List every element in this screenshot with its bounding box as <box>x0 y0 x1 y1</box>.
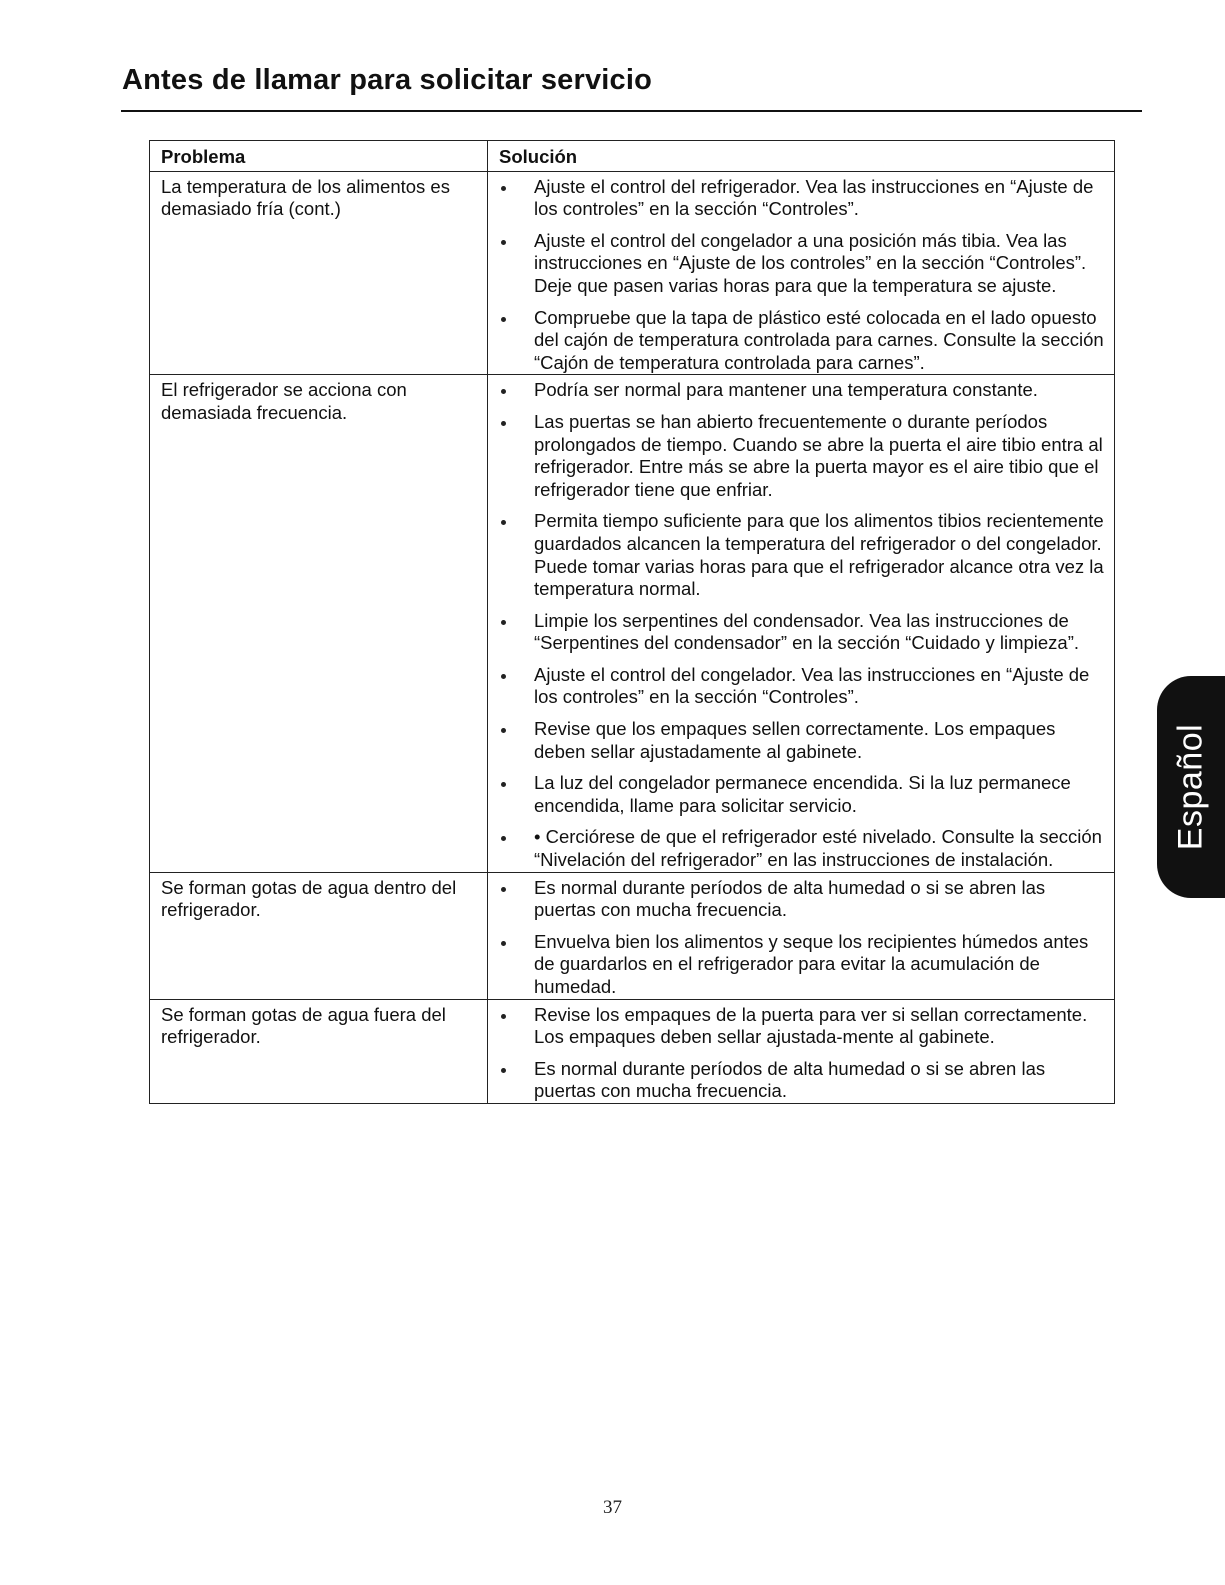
bullet-icon <box>501 240 506 245</box>
problem-cell: Se forman gotas de agua fuera del refrigerador. <box>150 999 488 1103</box>
bullet-icon <box>501 782 506 787</box>
solution-cell <box>488 375 1115 872</box>
troubleshooting-table <box>149 140 1115 1104</box>
solution-item <box>500 610 1106 655</box>
page-title: Antes de llamar para solicitar servicio <box>122 64 653 96</box>
solution-item <box>500 176 1106 221</box>
solution-text: Revise que los empaques sellen correctamente. Los empaques deben sellar ajustadamente al gabinete. <box>534 718 1056 762</box>
table-row <box>150 171 1115 375</box>
solution-item <box>500 379 1106 402</box>
solution-item <box>500 1058 1106 1103</box>
bullet-icon <box>501 1014 506 1019</box>
table-row <box>150 999 1115 1103</box>
problem-cell: Se forman gotas de agua dentro del refrigerador. <box>150 872 488 999</box>
bullet-icon <box>501 941 506 946</box>
solution-text: Podría ser normal para mantener una temperatura constante. <box>534 379 1038 401</box>
solution-item <box>500 510 1106 600</box>
bullet-icon <box>501 520 506 525</box>
bullet-icon <box>501 887 506 892</box>
solution-list <box>500 1004 1106 1103</box>
solution-item <box>500 307 1106 375</box>
solution-item <box>500 1004 1106 1049</box>
bullet-icon <box>501 836 506 841</box>
solution-item <box>500 826 1106 871</box>
solution-list <box>500 379 1106 871</box>
solution-text: Ajuste el control del congelador. Vea las instrucciones en “Ajuste de los controles” en la sección “Controles”. <box>534 663 1090 708</box>
table-row <box>150 375 1115 872</box>
bullet-icon <box>501 620 506 625</box>
problem-cell: El refrigerador se acciona con demasiada frecuencia. <box>150 375 488 872</box>
solution-text: La luz del congelador permanece encendida. Si la luz permanece encendida, llame para solicitar servicio. <box>534 772 1071 816</box>
problem-cell: La temperatura de los alimentos es demasiado fría (cont.) <box>150 171 488 375</box>
solution-item <box>500 772 1106 817</box>
solution-list <box>500 176 1106 375</box>
header-solution: Solución <box>488 141 1115 172</box>
bullet-icon <box>501 674 506 679</box>
table-row <box>150 872 1115 999</box>
page-number: 37 <box>603 1497 622 1518</box>
solution-text: Ajuste el control del refrigerador. Vea las instrucciones en “Ajuste de los controles” en la sección “Controles”. <box>534 175 1094 220</box>
solution-item <box>500 230 1106 298</box>
solution-text: Ajuste el control del congelador a una posición más tibia. Vea las instrucciones en “Ajuste de los controles” en la sección “Controles”. Deje que pasen varias horas para que la temperatura se ajuste. <box>534 229 1087 296</box>
bullet-icon <box>501 186 506 191</box>
language-tab <box>1157 676 1225 898</box>
language-tab-label: Español <box>1171 723 1210 851</box>
solution-text: Permita tiempo suficiente para que los alimentos tibios recientemente guardados alcancen la temperatura del refrigerador o del congelador. Puede tomar varias horas para que el refrigerador alcance otra vez la temperatura normal. <box>534 510 1104 600</box>
solution-item <box>500 877 1106 922</box>
solution-text: • Cerciórese de que el refrigerador esté nivelado. Consulte la sección “Nivelación del refrigerador” en las instrucciones de instalación. <box>534 826 1102 871</box>
bullet-icon <box>501 421 506 426</box>
bullet-icon <box>501 389 506 394</box>
table-header-row <box>150 141 1115 172</box>
solution-text: Las puertas se han abierto frecuentemente o durante períodos prolongados de tiempo. Cuando se abre la puerta el aire tibio entra al refrigerador. Entre más se abre la puerta mayor es el aire tibio que el refrigerador tiene que enfriar. <box>534 410 1103 500</box>
solution-item <box>500 411 1106 501</box>
bullet-icon <box>501 317 506 322</box>
solution-text: Envuelva bien los alimentos y seque los recipientes húmedos antes de guardarlos en el refrigerador para evitar la acumulación de humedad. <box>534 930 1089 997</box>
title-rule <box>121 110 1142 112</box>
solution-cell <box>488 999 1115 1103</box>
solution-item <box>500 931 1106 999</box>
solution-text: Revise los empaques de la puerta para ver si sellan correctamente. Los empaques deben sellar ajustada-mente al gabinete. <box>534 1003 1088 1048</box>
solution-text: Es normal durante períodos de alta humedad o si se abren las puertas con mucha frecuencia. <box>534 876 1046 921</box>
solution-cell <box>488 872 1115 999</box>
solution-text: Compruebe que la tapa de plástico esté colocada en el lado opuesto del cajón de temperatura controlada para carnes. Consulte la sección “Cajón de temperatura controlada para carnes”. <box>534 306 1104 373</box>
solution-item <box>500 664 1106 709</box>
solution-text: Limpie los serpentines del condensador. Vea las instrucciones de “Serpentines del condensador” en la sección “Cuidado y limpieza”. <box>534 609 1080 654</box>
solution-list <box>500 877 1106 999</box>
solution-cell <box>488 171 1115 375</box>
bullet-icon <box>501 728 506 733</box>
bullet-icon <box>501 1068 506 1073</box>
solution-text: Es normal durante períodos de alta humedad o si se abren las puertas con mucha frecuencia. <box>534 1057 1046 1102</box>
header-problem: Problema <box>150 141 488 172</box>
solution-item <box>500 718 1106 763</box>
